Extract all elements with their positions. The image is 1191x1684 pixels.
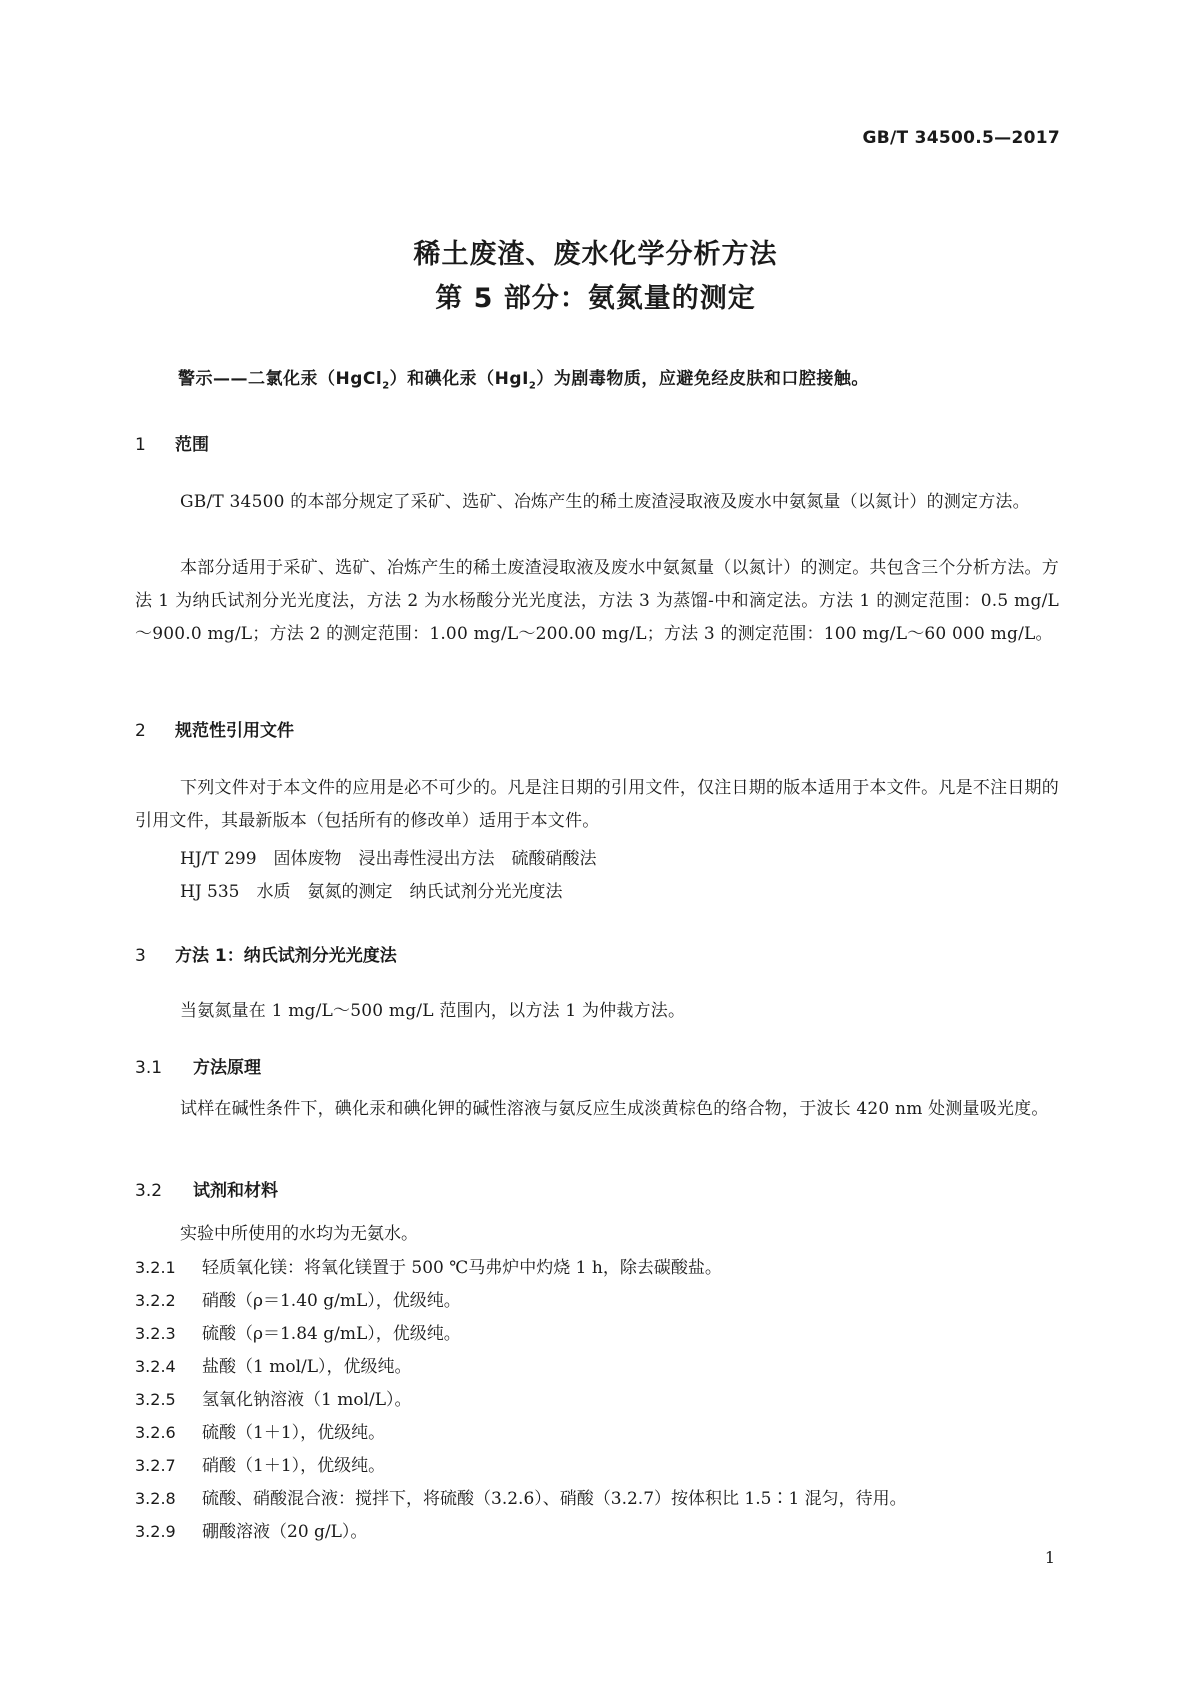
section-3-2-heading — [135, 1176, 278, 1201]
document-title-line2: 第 5 部分：氨氮量的测定 — [435, 283, 756, 314]
item-text: 硝酸（ρ＝1.40 g/mL），优级纯。 — [202, 1291, 461, 1311]
item-text: 硼酸溶液（20 g/L）。 — [202, 1522, 368, 1542]
item-text: 硫酸（ρ＝1.84 g/mL），优级纯。 — [202, 1324, 461, 1344]
safety-warning — [178, 364, 869, 391]
section-1-heading — [135, 430, 209, 455]
item-text: 轻质氧化镁：将氧化镁置于 500 ℃马弗炉中灼烧 1 h，除去碳酸盐。 — [202, 1258, 722, 1278]
section-title: 方法原理 — [193, 1058, 261, 1078]
warning-subscript-1: 2 — [382, 380, 390, 392]
list-item — [135, 1253, 722, 1278]
page-number: 1 — [1044, 1548, 1055, 1567]
section-number: 1 — [135, 435, 146, 455]
item-text: 氢氧化钠溶液（1 mol/L）。 — [202, 1390, 412, 1410]
warning-suffix: ）为剧毒物质，应避免经皮肤和口腔接触。 — [536, 369, 869, 389]
section-title: 试剂和材料 — [193, 1181, 278, 1201]
normative-reference-1: HJ/T 299 固体废物 浸出毒性浸出方法 硫酸硝酸法 — [180, 849, 597, 869]
list-item — [135, 1352, 412, 1377]
item-number: 3.2.7 — [135, 1456, 176, 1475]
section-title: 范围 — [175, 435, 209, 455]
item-number: 3.2.6 — [135, 1423, 176, 1442]
section-3-1-paragraph-1: 试样在碱性条件下，碘化汞和碘化钾的碱性溶液与氨反应生成淡黄棕色的络合物，于波长 420 nm 处测量吸光度。 — [180, 1099, 1049, 1119]
item-number: 3.2.9 — [135, 1522, 176, 1541]
section-2-heading — [135, 716, 294, 741]
normative-reference-2: HJ 535 水质 氨氮的测定 纳氏试剂分光光度法 — [180, 882, 563, 902]
list-item — [135, 1286, 461, 1311]
section-3-heading — [135, 941, 397, 966]
item-text: 硝酸（1＋1），优级纯。 — [202, 1456, 386, 1476]
warning-prefix: 警示——二氯化汞（HgCl — [178, 369, 383, 389]
list-item — [135, 1319, 461, 1344]
item-number: 3.2.4 — [135, 1357, 176, 1376]
warning-middle: ）和碘化汞（HgI — [389, 369, 529, 389]
section-2-paragraph-1: 下列文件对于本文件的应用是必不可少的。凡是注日期的引用文件，仅注日期的版本适用于本文件。凡是不注日期的引用文件，其最新版本（包括所有的修改单）适用于本文件。 — [135, 778, 1059, 831]
item-number: 3.2.2 — [135, 1291, 176, 1310]
section-3-paragraph-1: 当氨氮量在 1 mg/L～500 mg/L 范围内，以方法 1 为仲裁方法。 — [180, 1001, 686, 1021]
section-1-paragraph-2: 本部分适用于采矿、选矿、冶炼产生的稀土废渣浸取液及废水中氨氮量（以氮计）的测定。共包含三个分析方法。方法 1 为纳氏试剂分光光度法，方法 2 为水杨酸分光光度法，方法 3 为蒸馏-中和滴定法。方法 1 的测定范围：0.5 mg/L～900.0 mg/L；方法 2 的测定范围：1.00 mg/L～200.00 mg/L；方法 3 的测定范围：100 mg/L～60 000 mg/L。 — [135, 558, 1059, 644]
document-title-line1: 稀土废渣、废水化学分析方法 — [413, 239, 778, 270]
section-number: 2 — [135, 721, 146, 741]
item-number: 3.2.5 — [135, 1390, 176, 1409]
list-item — [135, 1418, 385, 1443]
section-number: 3.2 — [135, 1181, 163, 1201]
list-item — [135, 1451, 385, 1476]
section-title: 规范性引用文件 — [175, 721, 294, 741]
item-number: 3.2.3 — [135, 1324, 176, 1343]
item-number: 3.2.8 — [135, 1489, 176, 1508]
item-text: 硫酸、硝酸混合液：搅拌下，将硫酸（3.2.6）、硝酸（3.2.7）按体积比 1.5∶1 混匀，待用。 — [202, 1489, 907, 1509]
item-text: 硫酸（1＋1），优级纯。 — [202, 1423, 386, 1443]
list-item — [135, 1385, 412, 1410]
section-1-paragraph-1: GB/T 34500 的本部分规定了采矿、选矿、冶炼产生的稀土废渣浸取液及废水中氨氮量（以氮计）的测定方法。 — [180, 492, 1030, 512]
section-number: 3.1 — [135, 1058, 163, 1078]
standard-number: GB/T 34500.5—2017 — [862, 128, 1060, 148]
section-3-2-intro: 实验中所使用的水均为无氨水。 — [180, 1224, 418, 1244]
item-number: 3.2.1 — [135, 1258, 176, 1277]
list-item — [135, 1484, 907, 1509]
item-text: 盐酸（1 mol/L），优级纯。 — [202, 1357, 412, 1377]
list-item — [135, 1517, 367, 1542]
warning-subscript-2: 2 — [528, 380, 537, 392]
section-3-1-heading — [135, 1053, 261, 1078]
section-number: 3 — [135, 946, 146, 966]
section-title: 方法 1：纳氏试剂分光光度法 — [175, 946, 397, 966]
